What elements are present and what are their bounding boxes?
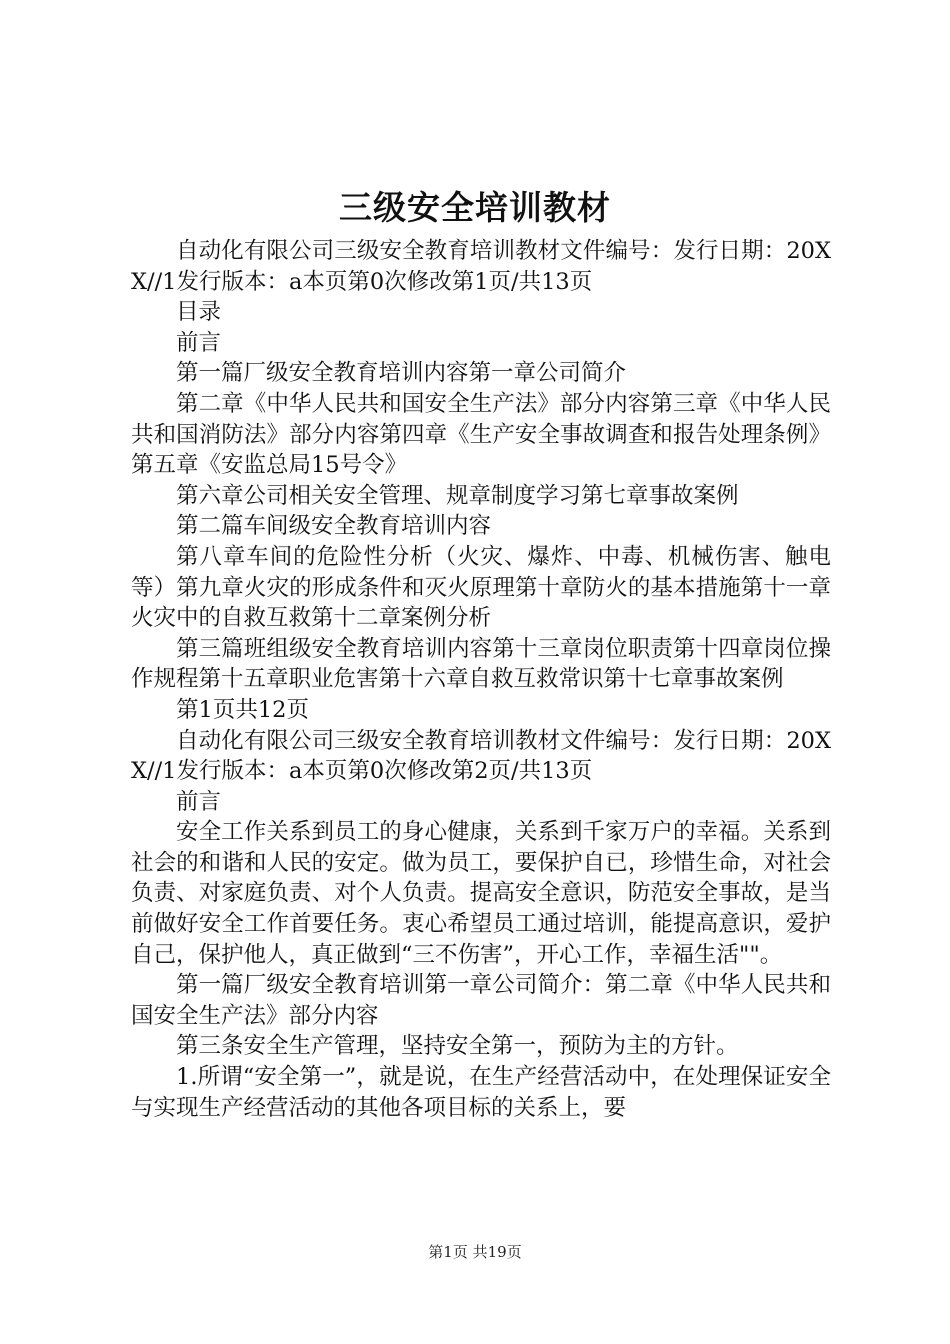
toc-item: 第三篇班组级安全教育培训内容第十三章岗位职责第十四章岗位操作规程第十五章职业危害第十六章自救互救常识第十七章事故案例	[131, 635, 831, 693]
body-paragraph: 第一篇厂级安全教育培训第一章公司简介：第二章《中华人民共和国安全生产法》部分内容	[131, 972, 831, 1029]
document-body	[131, 236, 831, 1123]
page-footer: 第1页 共19页	[428, 1243, 522, 1261]
document-title: 三级安全培训教材	[339, 188, 611, 227]
toc-item: 第八章车间的危险性分析（火灾、爆炸、中毒、机械伤害、触电等）第九章火灾的形成条件和灭火原理第十章防火的基本措施第十一章火灾中的自救互救第十二章案例分析	[131, 543, 831, 632]
body-paragraph: 1.所谓“安全第一”，就是说，在生产经营活动中，在处理保证安全与实现生产经营活动的其他各项目标的关系上，要	[131, 1064, 831, 1121]
body-paragraph: 第三条安全生产管理，坚持安全第一，预防为主的方针。	[176, 1033, 739, 1060]
header-info-paragraph: 自动化有限公司三级安全教育培训教材文件编号：发行日期：20XX//1发行版本：a本页第0次修改第2页/共13页	[131, 727, 831, 785]
toc-heading: 目录	[176, 299, 222, 326]
body-paragraph: 安全工作关系到员工的身心健康，关系到千家万户的幸福。关系到社会的和谐和人民的安定。做为员工，要保护自已，珍惜生命，对社会负责、对家庭负责、对个人负责。提高安全意识，防范安全事故，是当前做好安全工作首要任务。衷心希望员工通过培训，能提高意识，爱护自己，保护他人，真正做到“三不伤害”，开心工作，幸福生活""。	[131, 819, 831, 968]
inline-page-count: 第1页共12页	[176, 696, 309, 723]
toc-item: 前言	[176, 329, 222, 356]
toc-item: 第六章公司相关安全管理、规章制度学习第七章事故案例	[176, 482, 739, 509]
header-info-paragraph: 自动化有限公司三级安全教育培训教材文件编号：发行日期：20XX//1发行版本：a本页第0次修改第1页/共13页	[131, 238, 831, 295]
toc-item: 第二篇车间级安全教育培训内容	[176, 513, 492, 540]
toc-item: 第一篇厂级安全教育培训内容第一章公司简介	[176, 360, 627, 387]
toc-item: 第二章《中华人民共和国安全生产法》部分内容第三章《中华人民共和国消防法》部分内容第四章《生产安全事故调查和报告处理条例》第五章《安监总局15号令》	[131, 390, 831, 479]
section-heading: 前言	[176, 788, 222, 815]
